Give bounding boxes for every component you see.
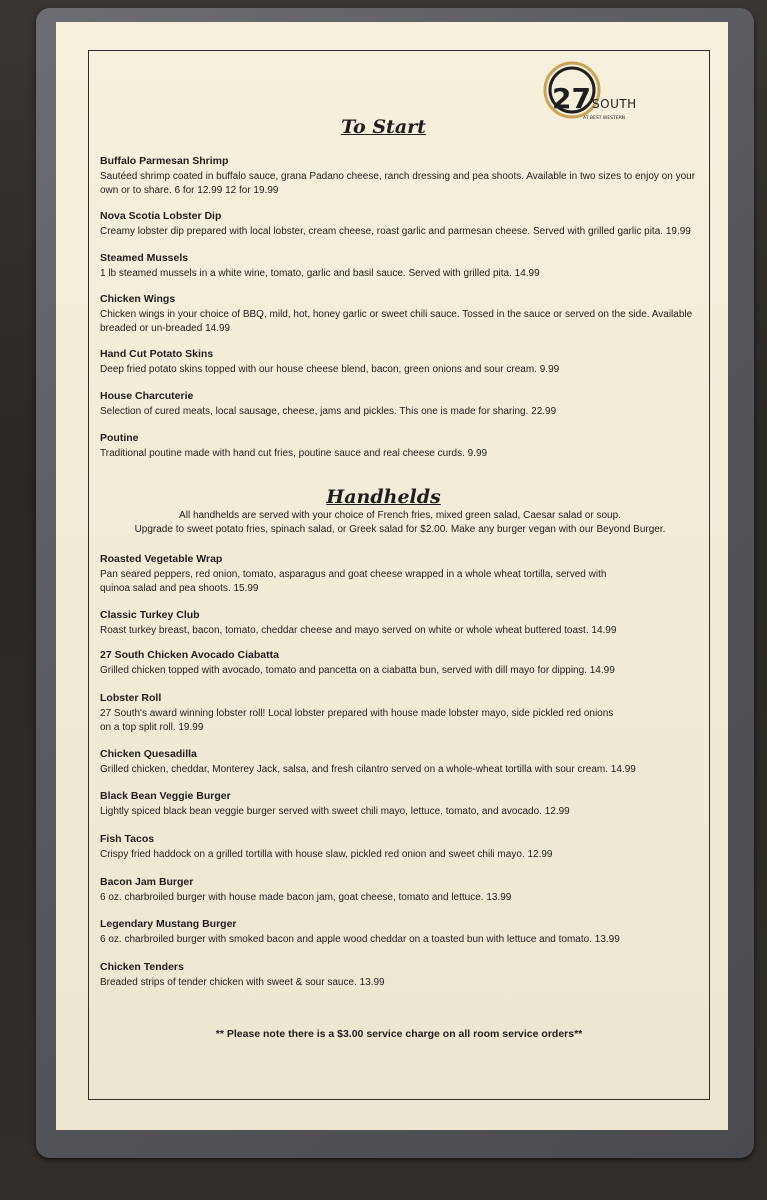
item-name: Lobster Roll xyxy=(100,692,162,704)
item-name: Classic Turkey Club xyxy=(100,609,200,621)
item-description: Lightly spiced black bean veggie burger served with sweet chili mayo, lettuce, tomato, and avocado. 12.99 xyxy=(100,806,570,817)
item-description: Traditional poutine made with hand cut fries, poutine sauce and real cheese curds. 9.99 xyxy=(100,448,488,459)
logo-number: 27 xyxy=(552,82,591,115)
item-description: Roast turkey breast, bacon, tomato, cheddar cheese and mayo served on white or whole wheat buttered toast. 14.99 xyxy=(100,625,617,636)
menu-item xyxy=(100,210,700,239)
item-name: Roasted Vegetable Wrap xyxy=(100,553,223,565)
item-description: 6 oz. charbroiled burger with smoked bacon and apple wood cheddar on a toasted bun with lettuce and tomato. 13.99 xyxy=(100,934,620,945)
menu-item xyxy=(100,390,700,419)
item-name: Buffalo Parmesan Shrimp xyxy=(100,155,229,167)
menu-item xyxy=(100,790,700,819)
item-name: Chicken Tenders xyxy=(100,961,184,973)
menu-item xyxy=(100,252,700,281)
item-description: Pan seared peppers, red onion, tomato, asparagus and goat cheese wrapped in a whole wheat tortilla, served with quinoa salad and pea shoots. 15.99 xyxy=(100,569,607,594)
menu-item xyxy=(100,833,700,862)
item-description: Grilled chicken topped with avocado, tomato and pancetta on a ciabatta bun, served with dill mayo for dipping. 14.99 xyxy=(100,665,615,676)
item-name: 27 South Chicken Avocado Ciabatta xyxy=(100,649,279,661)
item-name: Bacon Jam Burger xyxy=(100,876,194,888)
item-description: Chicken wings in your choice of BBQ, mild, hot, honey garlic or sweet chili sauce. Tossed in the sauce or served on the side. Available breaded or un-breaded 14.99 xyxy=(100,309,693,334)
item-name: House Charcuterie xyxy=(100,390,194,402)
menu-item xyxy=(100,155,700,198)
item-name: Chicken Wings xyxy=(100,293,176,305)
item-description: 27 South's award winning lobster roll! Local lobster prepared with house made lobster mayo, side pickled red onions on a top split roll. 19.99 xyxy=(100,708,614,733)
item-description: Creamy lobster dip prepared with local lobster, cream cheese, roast garlic and parmesan cheese. Served with grilled garlic pita. 19.99 xyxy=(100,226,691,237)
item-description: Deep fried potato skins topped with our house cheese blend, bacon, green onions and sour cream. 9.99 xyxy=(100,364,560,375)
to-start-heading: To Start xyxy=(341,116,426,138)
menu-item xyxy=(100,649,700,678)
menu-item xyxy=(100,348,700,377)
logo-name: SOUTH xyxy=(592,97,637,111)
menu-item xyxy=(100,918,700,947)
item-description: Breaded strips of tender chicken with sweet & sour sauce. 13.99 xyxy=(100,977,385,988)
menu-item xyxy=(100,293,700,336)
item-name: Fish Tacos xyxy=(100,833,155,845)
menu-item xyxy=(100,432,700,461)
handhelds-heading: Handhelds xyxy=(326,486,441,508)
handhelds-intro-line2: Upgrade to sweet potato fries, spinach salad, or Greek salad for $2.00. Make any burger vegan with our Beyond Burger. xyxy=(134,524,666,535)
item-name: Black Bean Veggie Burger xyxy=(100,790,231,802)
item-description: 6 oz. charbroiled burger with house made bacon jam, goat cheese, tomato and lettuce. 13.99 xyxy=(100,892,512,903)
item-name: Hand Cut Potato Skins xyxy=(100,348,214,360)
item-name: Chicken Quesadilla xyxy=(100,748,197,760)
menu-item xyxy=(100,609,700,638)
menu-item xyxy=(100,961,700,990)
item-name: Nova Scotia Lobster Dip xyxy=(100,210,222,222)
item-description: Sautéed shrimp coated in buffalo sauce, grana Padano cheese, ranch dressing and pea shoots. Available in two sizes to enjoy on your own or to share. 6 for 12.99 12 for 19.99 xyxy=(100,171,696,196)
item-description: Crispy fried haddock on a grilled tortilla with house slaw, pickled red onion and sweet chili mayo. 12.99 xyxy=(100,849,553,860)
menu-item xyxy=(100,748,700,777)
logo-tagline: AT BEST WESTERN xyxy=(583,116,626,121)
menu-item xyxy=(100,553,700,596)
menu-item xyxy=(100,692,700,735)
item-name: Poutine xyxy=(100,432,139,444)
item-description: 1 lb steamed mussels in a white wine, tomato, garlic and basil sauce. Served with grilled pita. 14.99 xyxy=(100,268,540,279)
handhelds-intro-line1: All handhelds are served with your choice of French fries, mixed green salad, Caesar salad or soup. xyxy=(179,510,621,521)
item-description: Grilled chicken, cheddar, Monterey Jack, salsa, and fresh cilantro served on a whole-wheat tortilla with sour cream. 14.99 xyxy=(100,764,636,775)
room-service-note: ** Please note there is a $3.00 service charge on all room service orders** xyxy=(215,1028,583,1040)
menu-item xyxy=(100,876,700,905)
item-description: Selection of cured meats, local sausage, cheese, jams and pickles. This one is made for sharing. 22.99 xyxy=(100,406,557,417)
item-name: Steamed Mussels xyxy=(100,252,189,264)
item-name: Legendary Mustang Burger xyxy=(100,918,237,930)
